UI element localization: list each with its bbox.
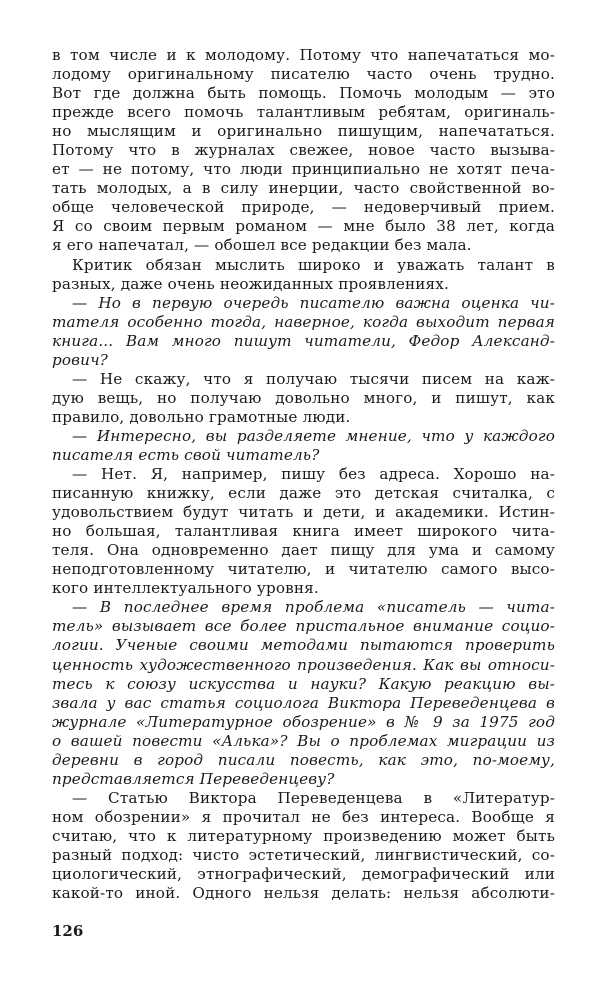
page-number: 126 [52, 922, 84, 940]
text-line: ет — не потому, что люди принципиально не хотят печа- [52, 160, 555, 179]
answer-paragraph [52, 256, 555, 294]
text-line: кого интеллектуального уровня. [52, 579, 319, 598]
text-line: книга... Вам много пишут читатели, Федор Александ- [52, 331, 555, 350]
text-line: считаю, что к литературному произведению может быть [52, 826, 555, 845]
text-line: правило, довольно грамотные люди. [52, 407, 351, 426]
text-line: неподготовленному читателю, и читателю самого высо- [52, 560, 555, 579]
text-line: о вашей повести «Алька»? Вы о проблемах миграции из [52, 731, 555, 750]
text-line: прежде всего помочь талантливым ребятам, оригиналь- [52, 103, 555, 122]
answer-paragraph [52, 46, 555, 256]
text-line: — Интересно, вы разделяете мнение, что у каждого [72, 426, 555, 445]
answer-paragraph [52, 789, 555, 903]
text-line: — В последнее время проблема «писатель — чита- [72, 598, 555, 617]
text-line: какой-то иной. Одного нельзя делать: нельзя абсолюти- [52, 884, 555, 903]
answer-paragraph [52, 465, 555, 598]
text-line: теля. Она одновременно дает пищу для ума и самому [52, 541, 555, 560]
text-line: рович? [52, 350, 108, 369]
text-line: Вот где должна быть помощь. Помочь молодым — это [52, 84, 555, 103]
text-line: тесь к союзу искусства и науки? Какую реакцию вы- [52, 674, 555, 693]
text-line: — Не скажу, что я получаю тысячи писем на каж- [72, 369, 555, 388]
book-page-text [52, 46, 555, 903]
text-line: разный подход: чисто эстетический, лингвистический, со- [52, 845, 555, 864]
text-line: Я со своим первым романом — мне было 38 лет, когда [52, 217, 555, 236]
text-line: в том числе и к молодому. Потому что напечататься мо- [52, 46, 555, 64]
text-line: но большая, талантливая книга имеет широкого чита- [52, 522, 555, 541]
text-line: ценность художественного произведения. Как вы относи- [52, 655, 555, 674]
text-line: разных, даже очень неожиданных проявлениях. [52, 274, 449, 293]
text-line: представляется Переведенцеву? [52, 769, 335, 788]
text-line: ном обозрении» я прочитал не без интереса. Вообще я [52, 807, 555, 826]
answer-paragraph [52, 370, 555, 427]
text-line: тать молодых, а в силу инерции, часто свойственной во- [52, 179, 555, 198]
text-line: писанную книжку, если даже это детская считалка, с [52, 484, 555, 503]
text-line: удовольствием будут читать и дети, и академики. Истин- [52, 503, 555, 522]
text-line: Критик обязан мыслить широко и уважать талант в [72, 255, 555, 274]
text-line: дую вещь, но получаю довольно много, и пишут, как [52, 388, 555, 407]
question-paragraph [52, 294, 555, 370]
text-line: но мыслящим и оригинально пишущим, напечататься. [52, 122, 555, 141]
text-line: писателя есть свой читатель? [52, 445, 320, 464]
text-line: я его напечатал, — обошел все редакции без мала. [52, 236, 472, 255]
text-line: — Но в первую очередь писателю важна оценка чи- [72, 293, 555, 312]
text-line: тель» вызывает все более пристальное внимание социо- [52, 617, 555, 636]
text-line: деревни в город писали повесть, как это, по-моему, [52, 750, 555, 769]
text-line: — Нет. Я, например, пишу без адреса. Хорошо на- [72, 465, 555, 484]
text-line: обще человеческой природе, — недоверчивый прием. [52, 198, 555, 217]
text-line: логии. Ученые своими методами пытаются проверить [52, 636, 555, 655]
text-line: Потому что в журналах свежее, новое часто вызыва- [52, 141, 555, 160]
question-paragraph [52, 598, 555, 788]
text-line: звала у вас статья социолога Виктора Переведенцева в [52, 693, 555, 712]
question-paragraph [52, 427, 555, 465]
text-line: — Статью Виктора Переведенцева в «Литератур- [72, 788, 555, 807]
text-line: журнале «Литературное обозрение» в № 9 за 1975 год [52, 712, 555, 731]
text-line: тателя особенно тогда, наверное, когда выходит первая [52, 312, 555, 331]
text-line: циологический, этнографический, демографический или [52, 865, 555, 884]
text-line: лодому оригинальному писателю часто очень трудно. [52, 65, 555, 84]
